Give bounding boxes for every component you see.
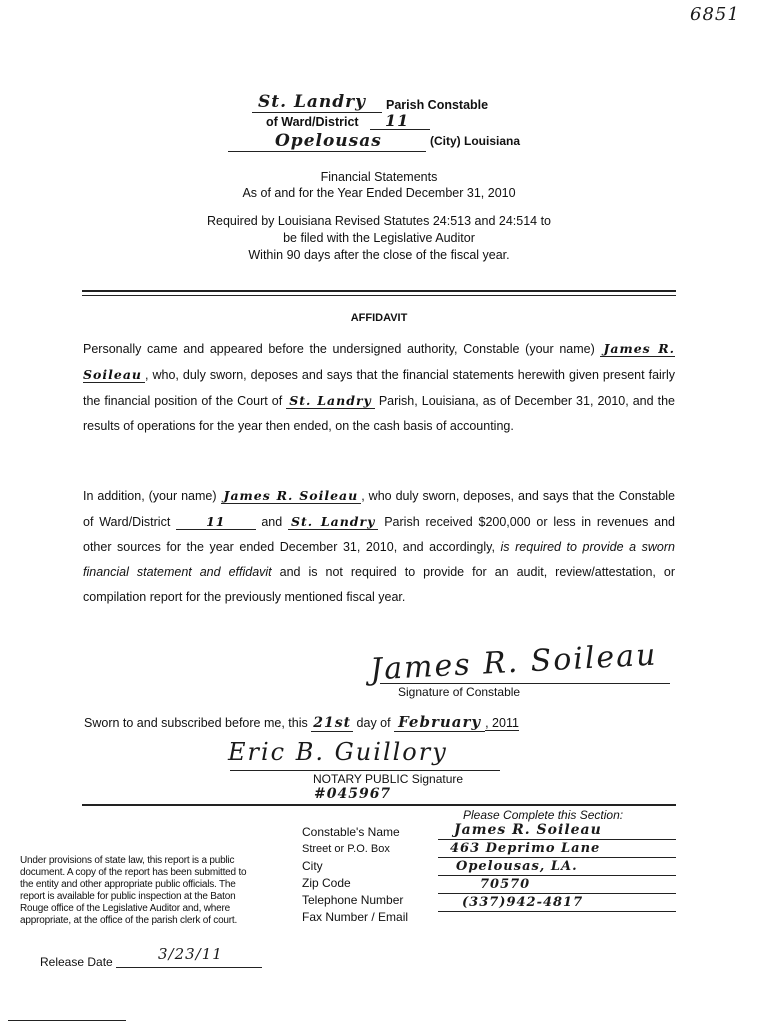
sworn-text-b: day of (356, 716, 391, 730)
ward-prefix: of Ward/District (266, 115, 359, 129)
value-constable-name: James R. Soileau (438, 822, 676, 840)
affidavit-paragraph-2 (83, 483, 675, 610)
value-fax-email (438, 912, 676, 929)
contact-values (438, 822, 676, 929)
p2-text-d: Parish received $200,000 or less in revenues and other sources for the year ended December 31, 2010, and accordingly, (83, 515, 675, 554)
sworn-month: February (394, 713, 485, 732)
label-city: City (302, 859, 323, 873)
title-line-2: As of and for the Year Ended December 31, 2010 (242, 186, 516, 200)
label-zip: Zip Code (302, 876, 351, 890)
sworn-day: 21st (313, 715, 352, 731)
requirement-line-2: be filed with the Legislative Auditor (283, 231, 475, 245)
label-fax-email: Fax Number / Email (302, 910, 409, 924)
value-street: 463 Deprimo Lane (438, 840, 676, 858)
requirement-line-3: Within 90 days after the close of the fiscal year. (248, 248, 510, 262)
value-zip: 70570 (438, 876, 676, 894)
constable-signature-line (380, 683, 670, 684)
p1-constable-name: James R. Soileau (83, 341, 675, 382)
p1-text-b: , who, duly sworn, deposes and says that the financial statements herewith given present fairly the financial position of the Court of (83, 368, 675, 408)
city-name-handwritten: Opelousas (275, 131, 382, 151)
notary-number: #045967 (314, 786, 392, 802)
notary-label: NOTARY PUBLIC Signature (313, 772, 464, 786)
notice-line-3: the entity and other appropriate public officials. The (20, 879, 236, 890)
sworn-statement (84, 713, 519, 731)
p2-text-b: , who duly sworn, deposes, and says that the Constable of Ward/District (83, 489, 676, 529)
p1-text-c: Parish, Louisiana, as of December 31, 2010, and the results of operations for the year then ended, on the cash basis of accounting. (83, 394, 675, 433)
parish-name-handwritten: St. Landry (258, 92, 367, 112)
p1-court-parish: St. Landry (286, 393, 375, 409)
notice-line-1: Under provisions of state law, this report is a public (20, 855, 235, 866)
header-rule-top (82, 290, 676, 292)
notice-line-2: document. A copy of the report has been submitted to (20, 867, 247, 878)
p2-text-c: and (261, 515, 283, 529)
ward-number-handwritten: 11 (385, 111, 410, 130)
value-city: Opelousas, LA. (438, 858, 676, 876)
label-street: Street or P.O. Box (302, 843, 390, 855)
affidavit-heading: AFFIDAVIT (350, 312, 408, 324)
requirement-line-1: Required by Louisiana Revised Statutes 24:513 and 24:514 to (207, 214, 551, 228)
parish-underline (252, 112, 382, 113)
contact-labels (302, 824, 442, 926)
ward-underline (370, 129, 430, 130)
notice-line-5: Rouge office of the Legislative Auditor and, where (20, 903, 230, 914)
p2-constable-name: James R. Soileau (221, 488, 362, 504)
p2-text-e: and is not required to provide for an audit, review/attestation, or compilation report for the previously mentioned fiscal year. (83, 565, 676, 604)
p2-italic-requirement: is required to provide a sworn financial statement and effidavit (83, 540, 675, 579)
public-notice (20, 855, 290, 927)
p2-parish-name: St. Landry (288, 514, 378, 530)
label-constable-name: Constable's Name (302, 825, 400, 839)
value-telephone: (337)942-4817 (438, 894, 676, 912)
city-underline (228, 151, 426, 152)
contact-heading: Please Complete this Section: (463, 808, 624, 822)
affidavit-paragraph-1 (83, 336, 675, 439)
p2-ward-number: 11 (176, 514, 255, 530)
notary-section-rule (82, 804, 676, 806)
release-date-value: 3/23/11 (158, 945, 223, 963)
p2-text-a: In addition, (your name) (83, 489, 217, 503)
notice-line-4: report is available for public inspection at the Baton (20, 891, 236, 902)
sworn-year: , 2011 (485, 716, 519, 730)
sworn-text-a: Sworn to and subscribed before me, this (84, 716, 308, 730)
document-number: 6851 (690, 4, 740, 25)
notary-signature: Eric B. Guillory (228, 738, 448, 766)
header-rule-bottom (82, 295, 676, 296)
p1-text-a: Personally came and appeared before the undersigned authority, Constable (your name) (83, 342, 595, 356)
constable-signature-label: Signature of Constable (398, 685, 521, 699)
release-date-label: Release Date (40, 955, 113, 969)
release-date-line (116, 967, 262, 968)
notary-signature-line (230, 770, 500, 771)
constable-signature: James R. Soileau (369, 637, 659, 688)
label-telephone: Telephone Number (302, 893, 404, 907)
footnote-rule (8, 1020, 126, 1021)
title-line-1: Financial Statements (320, 170, 438, 184)
notice-line-6: appropriate, at the office of the parish clerk of court. (20, 915, 238, 926)
parish-suffix: Parish Constable (386, 98, 489, 112)
city-suffix: (City) Louisiana (430, 134, 521, 148)
